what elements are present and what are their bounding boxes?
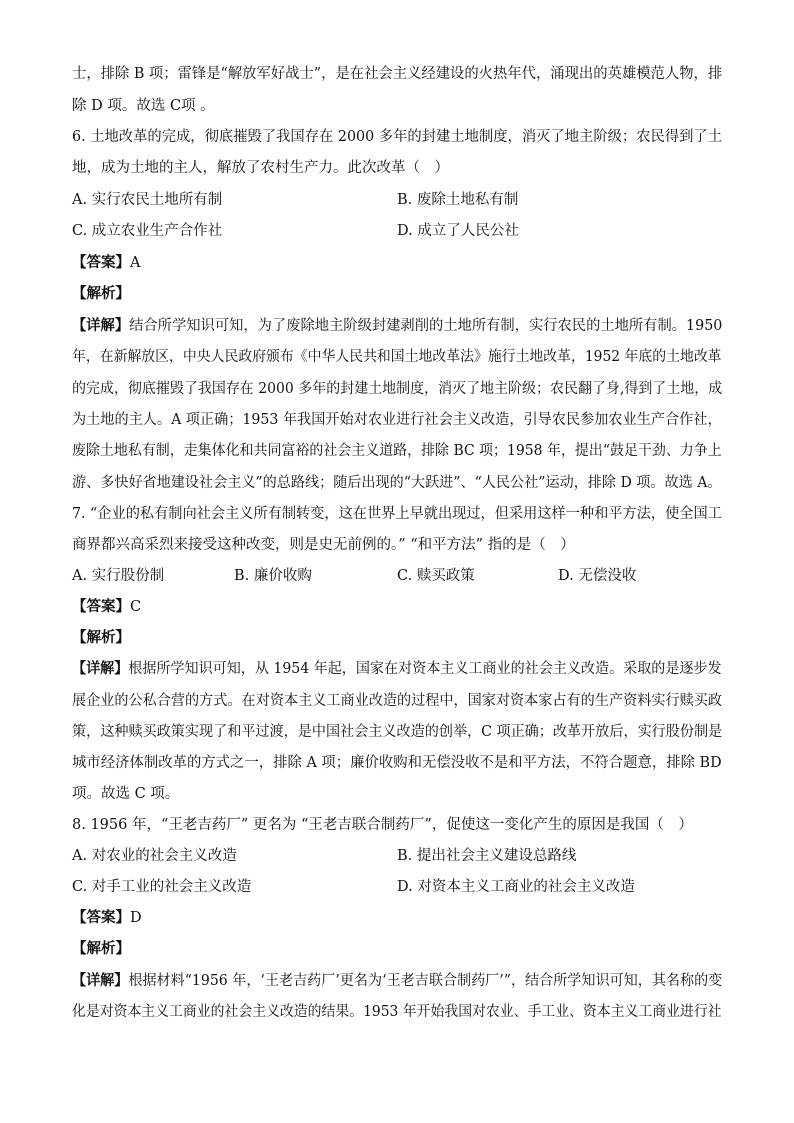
question-7-stem: 商界都兴高采烈来接受这种改变，则是史无前例的。” “和平方法” 指的是（ ） [72, 537, 575, 553]
answer-value: D [130, 910, 142, 926]
answer-label: 【答案】 [72, 254, 130, 271]
q8-option-b: B. 提出社会主义建设总路线 [397, 848, 577, 864]
q6-detail [72, 316, 722, 336]
text-line: 化是对资本主义工商业的社会主义改造的结果。1953 年开始我国对农业、手工业、资本主义工商业进行社 [72, 1004, 722, 1020]
detail-label: 【详解】 [72, 660, 129, 677]
analysis-label: 【解析】 [72, 285, 130, 302]
detail-text: 结合所学知识可知，为了废除地主阶级封建剥削的土地所有制，实行农民的土地所有制。1950 [129, 318, 723, 334]
q8-analysis-label [72, 939, 130, 959]
question-6-stem: 地，成为土地的主人，解放了农村生产力。此次改革（ ） [72, 160, 449, 176]
q8-answer [72, 908, 142, 928]
q6-option-a: A. 实行农民土地所有制 [72, 192, 223, 208]
text-line: 游、多快好省地建设社会主义”的总路线；随后出现的“大跃进”、“人民公社”运动，排除 D 项。故选 A。 [72, 475, 722, 491]
detail-label: 【详解】 [72, 317, 130, 334]
q6-answer [72, 253, 140, 273]
answer-value: A [130, 255, 141, 271]
q7-detail [72, 659, 722, 679]
q6-option-b: B. 废除土地私有制 [397, 192, 519, 208]
q6-analysis-label [72, 284, 130, 304]
text-line: 年，在新解放区，中央人民政府颁布《中华人民共和国土地改革法》施行土地改革，1952 年底的土地改革 [72, 349, 722, 365]
text-line: 除 D 项。故选 C项 。 [72, 98, 215, 114]
q7-answer [72, 597, 141, 617]
analysis-label: 【解析】 [72, 940, 130, 957]
q6-option-d: D. 成立了人民公社 [397, 223, 519, 239]
q7-option-d: D. 无偿没收 [558, 568, 637, 584]
text-line: 项。故选 C 项。 [72, 786, 180, 802]
q7-option-a: A. 实行股份制 [72, 568, 165, 584]
analysis-label: 【解析】 [72, 629, 130, 646]
detail-text: 根据材料“1956 年，‘王老吉药厂’更名为‘王老吉联合制药厂’”，结合所学知识可知，其名称的变 [128, 973, 723, 989]
detail-label: 【详解】 [72, 972, 129, 989]
text-line: 废除土地私有制，走集体化和共同富裕的社会主义道路，排除 BC 项；1958 年，提出“鼓足干劲、力争上 [72, 443, 722, 459]
text-line: 为土地的主人。A 项正确；1953 年我国开始对农业进行社会主义改造，引导农民参加农业生产合作社， [72, 412, 722, 428]
text-line: 士，排除 B 项；雷锋是“解放军好战士”，是在社会主义经建设的火热年代，涌现出的英雄模范人物，排 [72, 66, 723, 82]
answer-label: 【答案】 [72, 598, 130, 615]
answer-value: C [130, 599, 142, 615]
q7-option-b: B. 廉价收购 [234, 568, 312, 584]
answer-label: 【答案】 [72, 909, 130, 926]
q8-option-c: C. 对手工业的社会主义改造 [72, 879, 252, 895]
text-line: 策，这种赎买政策实现了和平过渡，是中国社会主义改造的创举，C 项正确；改革开放后，实行股份制是 [72, 724, 723, 740]
q7-analysis-label [72, 628, 130, 648]
question-6-stem: 6. 土地改革的完成，彻底摧毁了我国存在 2000 多年的封建土地制度，消灭了地主阶级；农民得到了土 [72, 129, 723, 145]
question-8-stem: 8. 1956 年，“王老吉药厂” 更名为 “王老吉联合制药厂”，促使这一变化产生的原因是我国（ ） [72, 817, 693, 833]
q7-option-c: C. 赎买政策 [397, 568, 475, 584]
q8-option-d: D. 对资本主义工商业的社会主义改造 [397, 879, 635, 895]
detail-text: 根据所学知识可知，从 1954 年起，国家在对资本主义工商业的社会主义改造。采取的是逐步发 [128, 661, 722, 677]
text-line: 城市经济体制改革的方式之一，排除 A 项；廉价收购和无偿没收不是和平方法，不符合题意，排除 BD [72, 755, 722, 771]
q8-option-a: A. 对农业的社会主义改造 [72, 848, 237, 864]
q8-detail [72, 971, 722, 991]
question-7-stem: 7. “企业的私有制向社会主义所有制转变，这在世界上早就出现过，但采用这样一种和平方法，使全国工 [72, 506, 722, 522]
text-line: 展企业的公私合营的方式。在对资本主义工商业改造的过程中，国家对资本家占有的生产资料实行赎买政 [72, 693, 722, 709]
q6-option-c: C. 成立农业生产合作社 [72, 223, 223, 239]
text-line: 的完成，彻底摧毁了我国存在 2000 多年的封建土地制度，消灭了地主阶级；农民翻了身,得到了土地，成 [72, 381, 723, 397]
